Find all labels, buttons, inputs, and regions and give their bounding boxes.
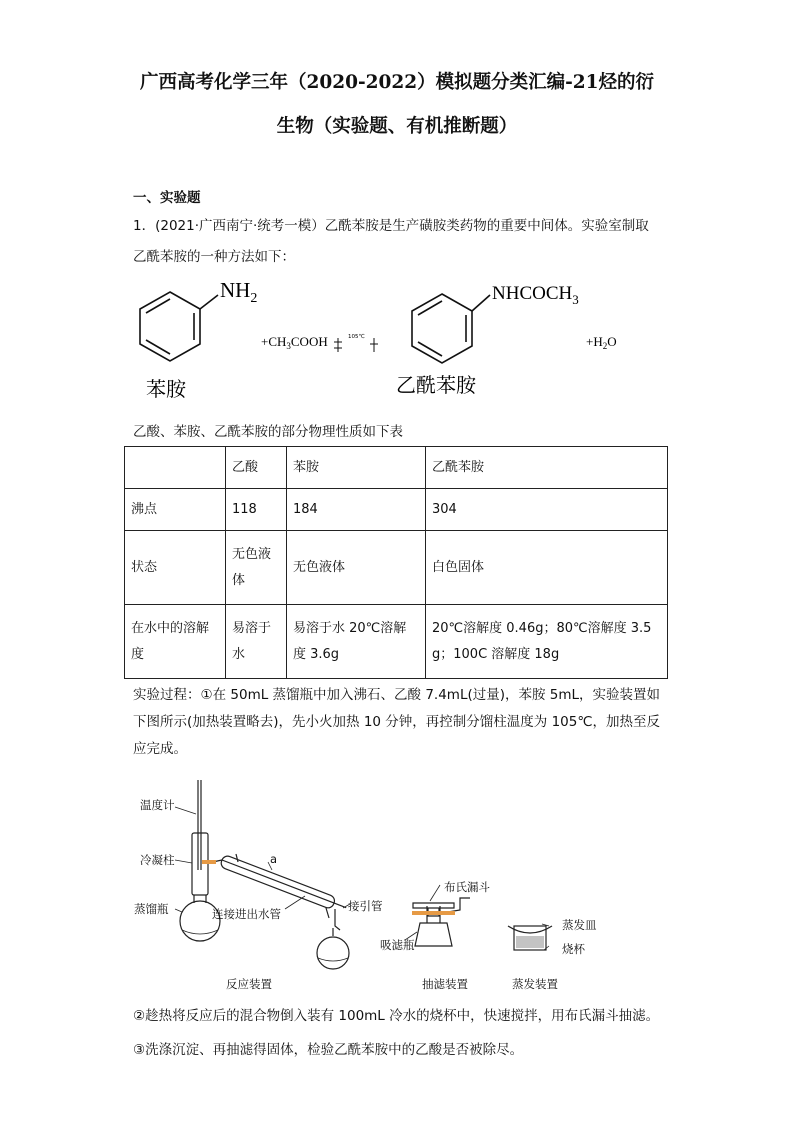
header-cell bbox=[125, 447, 226, 489]
reaction-arrow bbox=[334, 338, 378, 352]
table-cell: 白色固体 bbox=[426, 531, 668, 605]
aniline-group: $NH_2$ bbox=[220, 278, 258, 306]
table-cell: 118 bbox=[226, 489, 287, 531]
procedure-step-1: 实验过程：①在 50mL 蒸馏瓶中加入沸石、乙酸 7.4mL(过量)，苯胺 5mL，实验装置如下图所示(加热装置略去)，先小火加热 10 分钟，再控制分馏柱温度为 105℃，加热至反应完成。 bbox=[133, 687, 661, 757]
table-row bbox=[125, 489, 668, 531]
label-adapter: 接引管 bbox=[348, 899, 383, 913]
label-a: a bbox=[270, 852, 278, 866]
document-title-line2: 生物（实验题、有机推断题） bbox=[276, 116, 518, 137]
label-buchner-funnel: 布氏漏斗 bbox=[444, 880, 490, 894]
aniline-name: 苯胺 bbox=[146, 377, 186, 401]
reaction-condition: 105℃ bbox=[348, 334, 365, 340]
procedure-step-2: ②趁热将反应后的混合物倒入装有 100mL 冷水的烧杯中，快速搅拌，用布氏漏斗抽滤。 bbox=[133, 1008, 660, 1024]
document-title-line1: 广西高考化学三年（2020-2022）模拟题分类汇编-21烃的衍 bbox=[139, 72, 655, 93]
acetanilide-group: $NHCOCH_3$ bbox=[492, 283, 579, 307]
table-row bbox=[125, 531, 668, 605]
table-cell: 304 bbox=[426, 489, 668, 531]
label-distill-flask: 蒸馏瓶 bbox=[134, 902, 169, 916]
question-1-line2: 乙酰苯胺的一种方法如下： bbox=[133, 249, 295, 265]
table-row bbox=[125, 605, 668, 679]
table-caption: 乙酸、苯胺、乙酰苯胺的部分物理性质如下表 bbox=[133, 424, 403, 440]
table-cell: 状态 bbox=[125, 531, 226, 605]
properties-table bbox=[124, 446, 668, 679]
reaction-scheme bbox=[120, 270, 680, 405]
label-suction-flask: 吸滤瓶 bbox=[380, 938, 415, 952]
header-cell: 苯胺 bbox=[287, 447, 426, 489]
acetanilide-ring bbox=[412, 294, 490, 363]
procedure-step-3: ③洗涤沉淀、再抽滤得固体，检验乙酰苯胺中的乙酸是否被除尽。 bbox=[133, 1042, 524, 1058]
acetanilide-name: 乙酰苯胺 bbox=[396, 373, 476, 397]
caption-reaction-apparatus: 反应装置 bbox=[226, 977, 272, 991]
table-cell: 易溶于水 bbox=[226, 605, 287, 679]
caption-filter-apparatus: 抽滤装置 bbox=[422, 977, 468, 991]
acetic-acid: $+CH_3COOH$ bbox=[261, 334, 328, 351]
header-cell: 乙酸 bbox=[226, 447, 287, 489]
table-cell: 无色液体 bbox=[226, 531, 287, 605]
apparatus-figure bbox=[130, 778, 610, 993]
table-cell: 沸点 bbox=[125, 489, 226, 531]
question-1-line1: 1．(2021·广西南宁·统考一模）乙酰苯胺是生产磺胺类药物的重要中间体。实验室制取 bbox=[133, 218, 649, 234]
label-beaker: 烧杯 bbox=[562, 942, 585, 956]
table-cell: 无色液体 bbox=[287, 531, 426, 605]
table-cell: 易溶于水 20℃溶解度 3.6g bbox=[287, 605, 426, 679]
caption-evaporation-apparatus: 蒸发装置 bbox=[512, 977, 558, 991]
label-condenser-column: 冷凝柱 bbox=[140, 853, 175, 867]
label-evaporating-dish: 蒸发皿 bbox=[562, 918, 597, 932]
table-cell: 20℃溶解度 0.46g；80℃溶解度 3.5g；100C 溶解度 18g bbox=[426, 605, 668, 679]
table-cell: 在水中的溶解度 bbox=[125, 605, 226, 679]
header-cell: 乙酰苯胺 bbox=[426, 447, 668, 489]
label-water-tube: 连接进出水管 bbox=[212, 907, 281, 921]
table-header-row bbox=[125, 447, 668, 489]
aniline-ring bbox=[140, 292, 218, 361]
label-thermometer: 温度计 bbox=[140, 798, 175, 812]
water: $+H_2O$ bbox=[586, 334, 617, 351]
section-heading: 一、实验题 bbox=[133, 190, 201, 206]
table-cell: 184 bbox=[287, 489, 426, 531]
